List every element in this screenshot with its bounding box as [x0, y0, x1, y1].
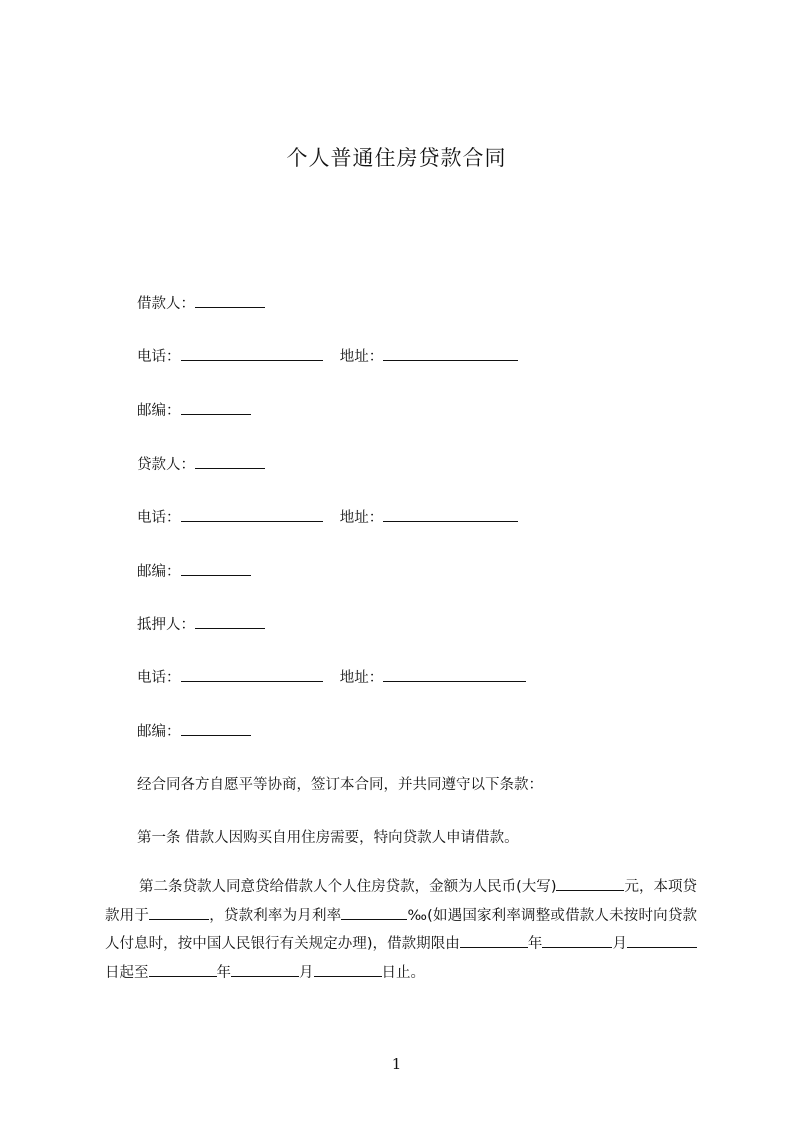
borrower-address-label: 地址：	[339, 349, 384, 365]
end-day-blank	[314, 964, 382, 977]
rate-blank	[341, 907, 407, 920]
mortgagor-postcode-blank	[181, 721, 251, 736]
borrower-name-blank	[195, 293, 265, 308]
article-2-text-6: 月	[612, 936, 628, 952]
article-2	[105, 873, 697, 987]
lender-address-label: 地址：	[339, 510, 384, 526]
mortgagor-contact-line	[137, 666, 526, 687]
end-month-blank	[231, 964, 299, 977]
borrower-postcode-line	[137, 399, 251, 420]
lender-name-blank	[195, 454, 265, 469]
article-2-text-8: 年	[216, 964, 231, 981]
intro-clause: 经合同各方自愿平等协商，签订本合同，并共同遵守以下条款：	[137, 777, 543, 793]
mortgagor-name-line	[137, 613, 265, 634]
purpose-blank	[149, 907, 209, 920]
article-2-text-2: 元，本项贷款用于	[105, 879, 698, 924]
mortgagor-address-blank	[383, 667, 526, 682]
mortgagor-name-label: 抵押人：	[137, 617, 195, 633]
article-2-text-4: ‰(如遇国家利率调整或借款人未按时向贷款人付息时，按中国人民银行有关规定办理)，借款期限由	[105, 907, 698, 952]
lender-name-label: 贷款人：	[137, 457, 195, 473]
article-1: 第一条 借款人因购买自用住房需要，特向贷款人申请借款。	[137, 830, 519, 846]
mortgagor-phone-blank	[181, 667, 323, 682]
lender-postcode-line	[137, 560, 251, 581]
lender-phone-blank	[181, 507, 323, 522]
article-2-text-1: 第二条贷款人同意贷给借款人个人住房贷款，金额为人民币(大写)	[139, 879, 557, 895]
borrower-name-label: 借款人：	[137, 296, 195, 312]
mortgagor-name-blank	[195, 614, 265, 629]
article-2-text-10: 日止。	[381, 964, 425, 981]
start-month-blank	[542, 935, 612, 948]
borrower-contact-line	[137, 345, 518, 366]
article-2-text-7: 日起至	[105, 964, 149, 981]
borrower-address-blank	[383, 346, 518, 361]
borrower-postcode-blank	[181, 400, 251, 415]
borrower-phone-blank	[181, 346, 323, 361]
article-2-text-9: 月	[299, 964, 314, 981]
amount-blank	[556, 878, 624, 891]
page-number: 1	[391, 1055, 402, 1073]
borrower-phone-label: 电话：	[137, 349, 181, 365]
start-year-blank	[460, 935, 528, 948]
borrower-postcode-label: 邮编：	[137, 403, 181, 419]
start-day-blank	[627, 935, 697, 948]
mortgagor-address-label: 地址：	[339, 670, 384, 686]
lender-postcode-label: 邮编：	[137, 564, 181, 580]
lender-contact-line	[137, 506, 518, 527]
borrower-name-line	[137, 292, 265, 313]
lender-address-blank	[383, 507, 518, 522]
lender-phone-label: 电话：	[137, 510, 181, 526]
article-2-text-5: 年	[527, 936, 543, 952]
end-year-blank	[149, 964, 217, 977]
article-2-text-3: ，贷款利率为月利率	[209, 907, 342, 924]
mortgagor-postcode-line	[137, 720, 251, 741]
document-title: 个人普通住房贷款合同	[286, 146, 507, 170]
mortgagor-postcode-label: 邮编：	[137, 724, 181, 740]
lender-name-line	[137, 453, 265, 474]
lender-postcode-blank	[181, 561, 251, 576]
mortgagor-phone-label: 电话：	[137, 670, 181, 686]
